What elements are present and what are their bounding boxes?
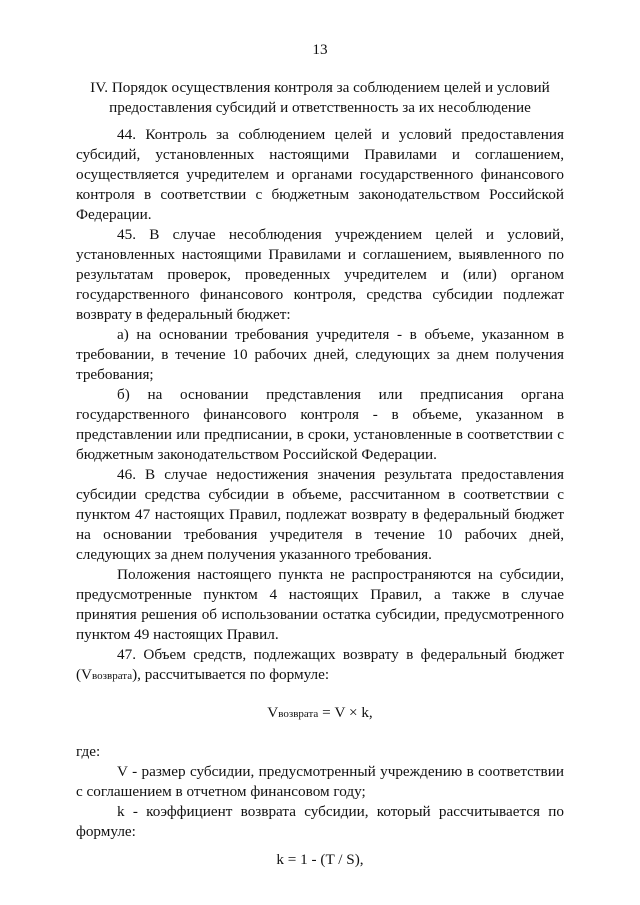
definition-k: k - коэффициент возврата субсидии, который рассчитывается по формуле: [76, 803, 564, 840]
formula-v-return-lhs: V [267, 704, 279, 721]
formula-k: k = 1 - (T / S), [276, 851, 364, 868]
section-heading [70, 78, 570, 118]
document-body [76, 125, 564, 870]
section-heading-line-2: предоставления субсидий и ответственность за их несоблюдение [109, 99, 531, 116]
formula-v-return-rhs: = V × k, [318, 704, 373, 721]
paragraph-45-b: б) на основании представления или предписания органа государственного финансового контроля - в объеме, указанном в представлении или предписании, в сроки, установленные в соответствии с бюджетным законодательством Российской Федерации. [76, 386, 564, 463]
paragraph-45-a: а) на основании требования учредителя - в объеме, указанном в требовании, в течение 10 рабочих дней, следующих за днем получения требования; [76, 326, 564, 383]
paragraph-44: 44. Контроль за соблюдением целей и условий предоставления субсидий, установленных настоящими Правилами и соглашением, осуществляется учредителем и органами государственного финансового контроля в соответствии с бюджетным законодательством Российской Федерации. [76, 126, 564, 223]
paragraph-47-start: 47. Объем средств, подлежащих возврату в федеральный бюджет (V [76, 646, 564, 683]
section-heading-line-1: IV. Порядок осуществления контроля за соблюдением целей и условий [90, 79, 550, 96]
paragraph-46: 46. В случае недостижения значения результата предоставления субсидии средства субсидии в объеме, рассчитанном в соответствии с пунктом 47 настоящих Правил, подлежат возврату в федеральный бюджет на основании требования учредителя в течение 10 рабочих дней, следующих за днем получения указанного требования. [76, 466, 564, 563]
paragraph-47-end: ), рассчитывается по формуле: [132, 666, 330, 683]
definition-v: V - размер субсидии, предусмотренный учреждению в соответствии с соглашением в отчетном финансовом году; [76, 763, 564, 800]
paragraph-45: 45. В случае несоблюдения учреждением целей и условий, установленных настоящими Правилами и соглашением, выявленного по результатам проверок, проведенных учредителем и (или) органом государственного финансового контроля, средства субсидии подлежат возврату в федеральный бюджет: [76, 226, 564, 323]
paragraph-47 [76, 645, 564, 686]
formula-v-return-subscript: возврата [278, 708, 319, 720]
paragraph-47-subscript: возврата [92, 670, 133, 682]
formula-v-return [76, 703, 564, 724]
paragraph-46-continuation: Положения настоящего пункта не распространяются на субсидии, предусмотренные пунктом 4 настоящих Правил, а также в случае принятия решения об использовании остатка субсидии, предусмотренного пунктом 49 настоящих Правил. [76, 566, 564, 643]
page-number: 13 [312, 41, 328, 58]
where-label: где: [76, 743, 101, 760]
